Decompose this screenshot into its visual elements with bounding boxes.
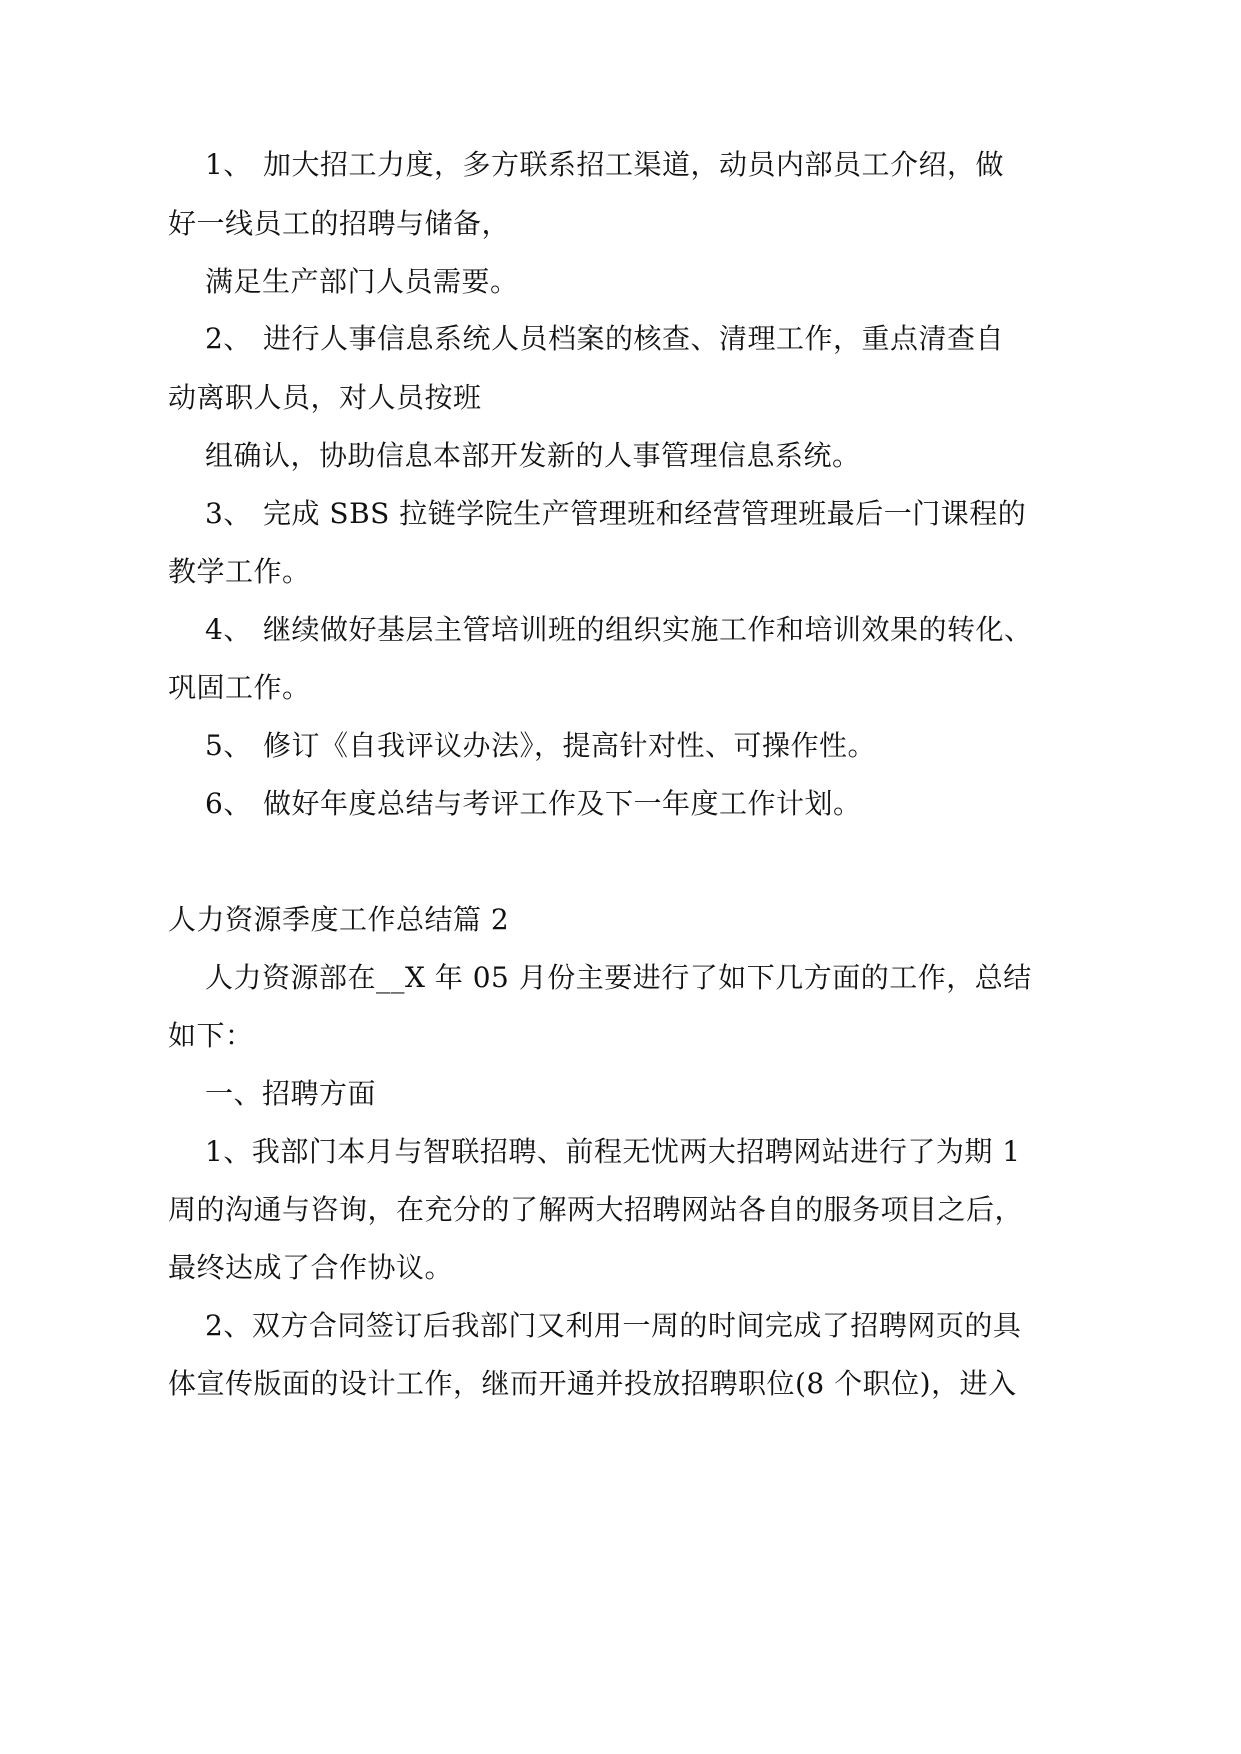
text-line: 组确认，协助信息本部开发新的人事管理信息系统。 xyxy=(205,439,861,472)
text-line: 教学工作。 xyxy=(168,555,311,588)
text-line: 巩固工作。 xyxy=(168,671,311,704)
list-number: 6、 xyxy=(205,787,252,820)
text-line: 满足生产部门人员需要。 xyxy=(205,265,519,298)
list-number: 2、 xyxy=(205,322,252,355)
text-line: 人力资源部在__X 年 05 月份主要进行了如下几方面的工作，总结 xyxy=(205,961,1032,994)
text-line xyxy=(205,322,1004,356)
list-number: 1、 xyxy=(205,148,252,181)
text-line: 动离职人员，对人员按班 xyxy=(168,381,482,414)
line-text: 加大招工力度，多方联系招工渠道，动员内部员工介绍，做 xyxy=(263,148,1005,181)
text-line xyxy=(205,729,876,763)
text-line xyxy=(205,497,1026,531)
line-text: 进行人事信息系统人员档案的核查、清理工作，重点清查自 xyxy=(263,322,1005,355)
list-number: 5、 xyxy=(205,729,252,762)
text-line: 最终达成了合作协议。 xyxy=(168,1251,454,1284)
text-line: 好一线员工的招聘与储备， xyxy=(168,207,511,240)
line-text: 修订《自我评议办法》，提高针对性、可操作性。 xyxy=(263,729,877,762)
line-text: 做好年度总结与考评工作及下一年度工作计划。 xyxy=(263,787,862,820)
text-line: 2、双方合同签订后我部门又利用一周的时间完成了招聘网页的具 xyxy=(205,1309,1022,1342)
text-line xyxy=(205,613,1033,647)
section-heading: 人力资源季度工作总结篇 2 xyxy=(168,903,510,936)
list-number: 3、 xyxy=(205,497,252,530)
text-line xyxy=(205,787,862,821)
line-text: 完成 SBS 拉链学院生产管理班和经营管理班最后一门课程的 xyxy=(263,497,1027,530)
text-line: 如下： xyxy=(168,1019,254,1052)
text-line: 1、我部门本月与智联招聘、前程无忧两大招聘网站进行了为期 1 xyxy=(205,1135,1021,1168)
text-line: 周的沟通与咨询，在充分的了解两大招聘网站各自的服务项目之后， xyxy=(168,1193,1024,1226)
line-text: 继续做好基层主管培训班的组织实施工作和培训效果的转化、 xyxy=(263,613,1033,646)
list-number: 4、 xyxy=(205,613,252,646)
subsection-heading: 一、招聘方面 xyxy=(205,1077,377,1110)
text-line xyxy=(205,148,1004,182)
text-line: 体宣传版面的设计工作，继而开通并投放招聘职位(8 个职位)，进入 xyxy=(168,1367,1017,1400)
